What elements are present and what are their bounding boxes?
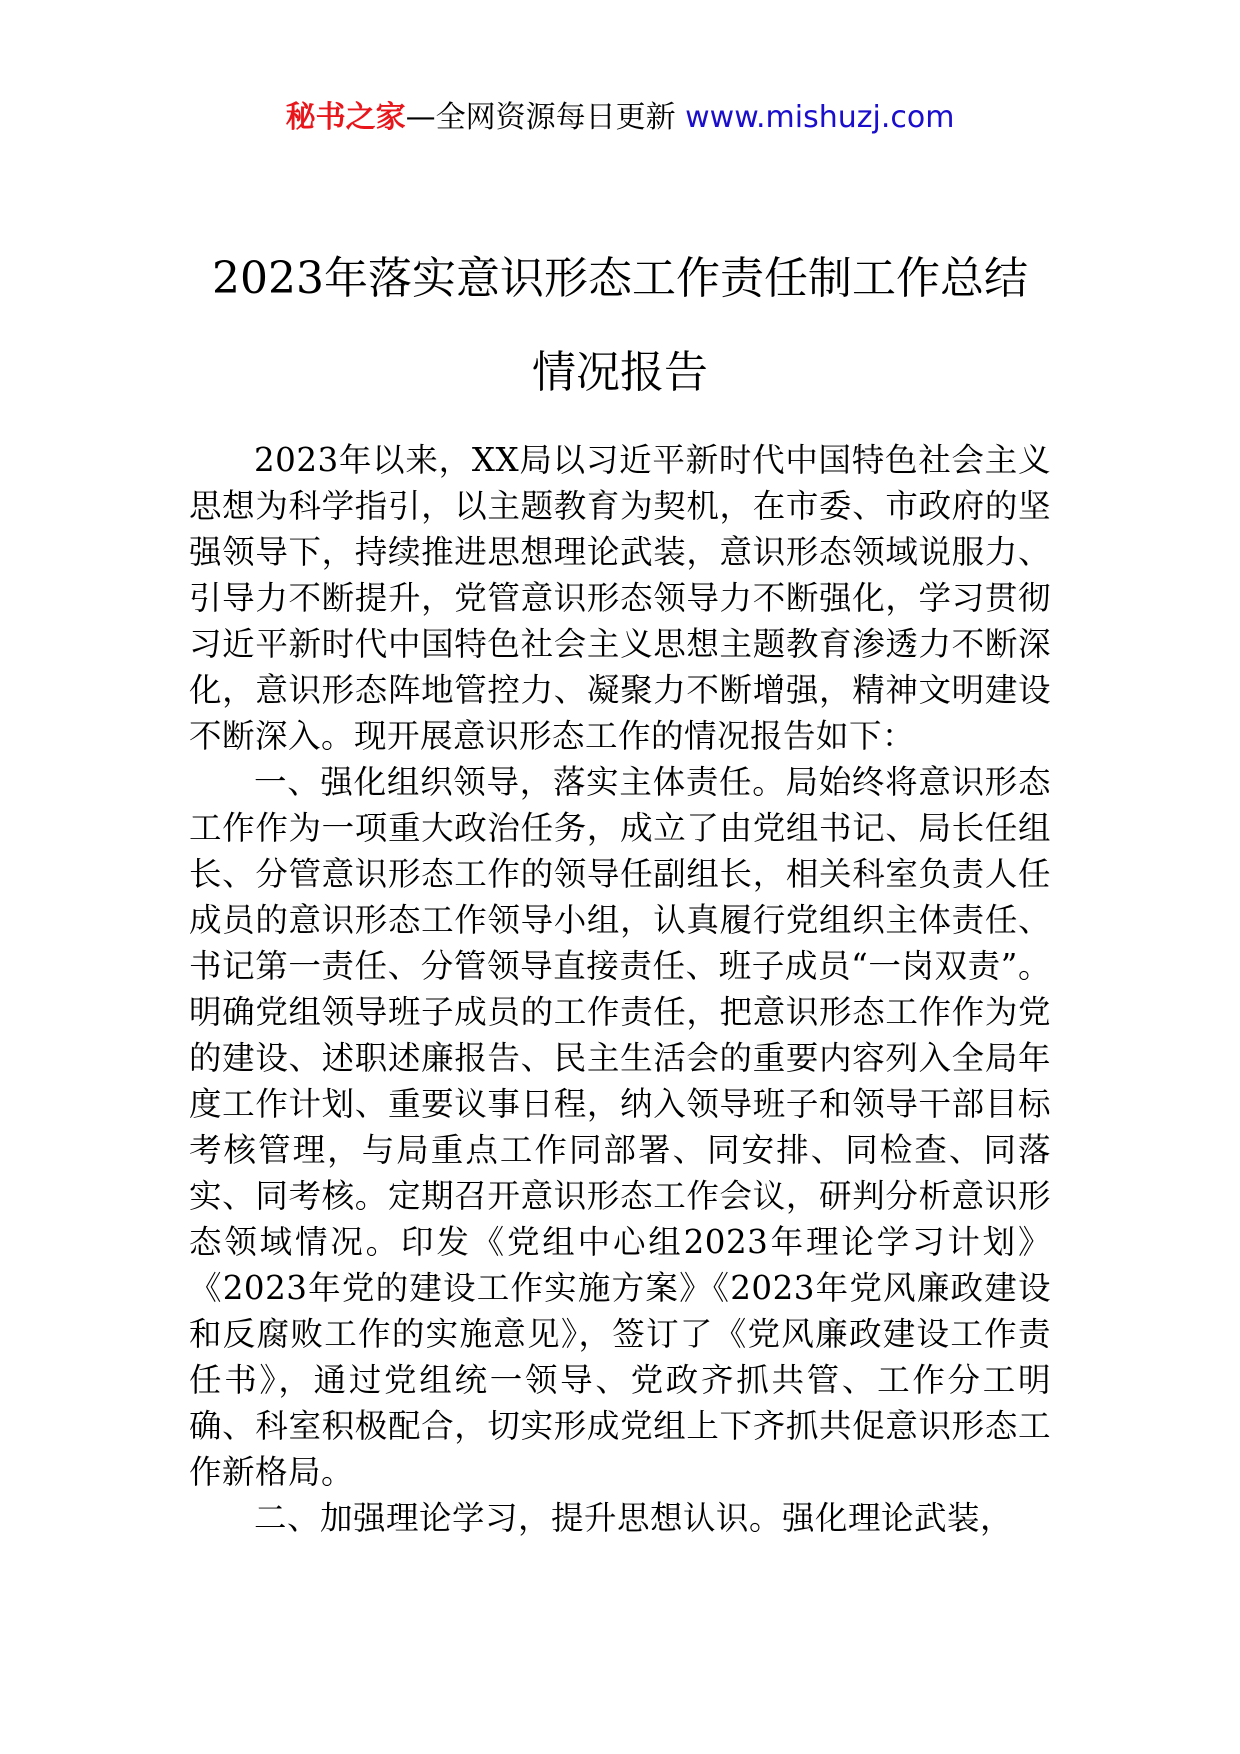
document-title	[120, 232, 1120, 420]
document-body	[189, 437, 1051, 1541]
paragraph-section-1: 一、强化组织领导，落实主体责任。局始终将意识形态工作作为一项重大政治任务，成立了由党组书记、局长任组长、分管意识形态工作的领导任副组长，相关科室负责人任成员的意识形态工作领导小组，认真履行党组织主体责任、书记第一责任、分管领导直接责任、班子成员“一岗双责”。明确党组领导班子成员的工作责任，把意识形态工作作为党的建设、述职述廉报告、民主生活会的重要内容列入全局年度工作计划、重要议事日程，纳入领导班子和领导干部目标考核管理，与局重点工作同部署、同安排、同检查、同落实、同考核。定期召开意识形态工作会议，研判分析意识形态领域情况。印发《党组中心组2023年理论学习计划》《2023年党的建设工作实施方案》《2023年党风廉政建设和反腐败工作的实施意见》，签订了《党风廉政建设工作责任书》，通过党组统一领导、党政齐抓共管、工作分工明确、科室积极配合，切实形成党组上下齐抓共促意识形态工作新格局。	[189, 763, 1051, 1491]
document-title-line-2: 情况报告	[532, 347, 708, 398]
header-banner	[0, 98, 1240, 138]
document-title-line-1: 2023年落实意识形态工作责任制工作总结	[212, 253, 1028, 304]
site-link[interactable]: www.mishuzj.com	[685, 100, 955, 135]
paragraph-section-2: 二、加强理论学习，提升思想认识。强化理论武装，	[254, 1499, 1014, 1537]
paragraph-intro: 2023年以来，XX局以习近平新时代中国特色社会主义思想为科学指引，以主题教育为契机，在市委、市政府的坚强领导下，持续推进思想理论武装，意识形态领域说服力、引导力不断提升，党管意识形态领导力不断强化，学习贯彻习近平新时代中国特色社会主义思想主题教育渗透力不断深化，意识形态阵地管控力、凝聚力不断增强，精神文明建设不断深入。现开展意识形态工作的情况报告如下：	[189, 441, 1051, 755]
header-slogan: —全网资源每日更新	[405, 100, 676, 135]
brand-name: 秘书之家	[285, 100, 406, 135]
